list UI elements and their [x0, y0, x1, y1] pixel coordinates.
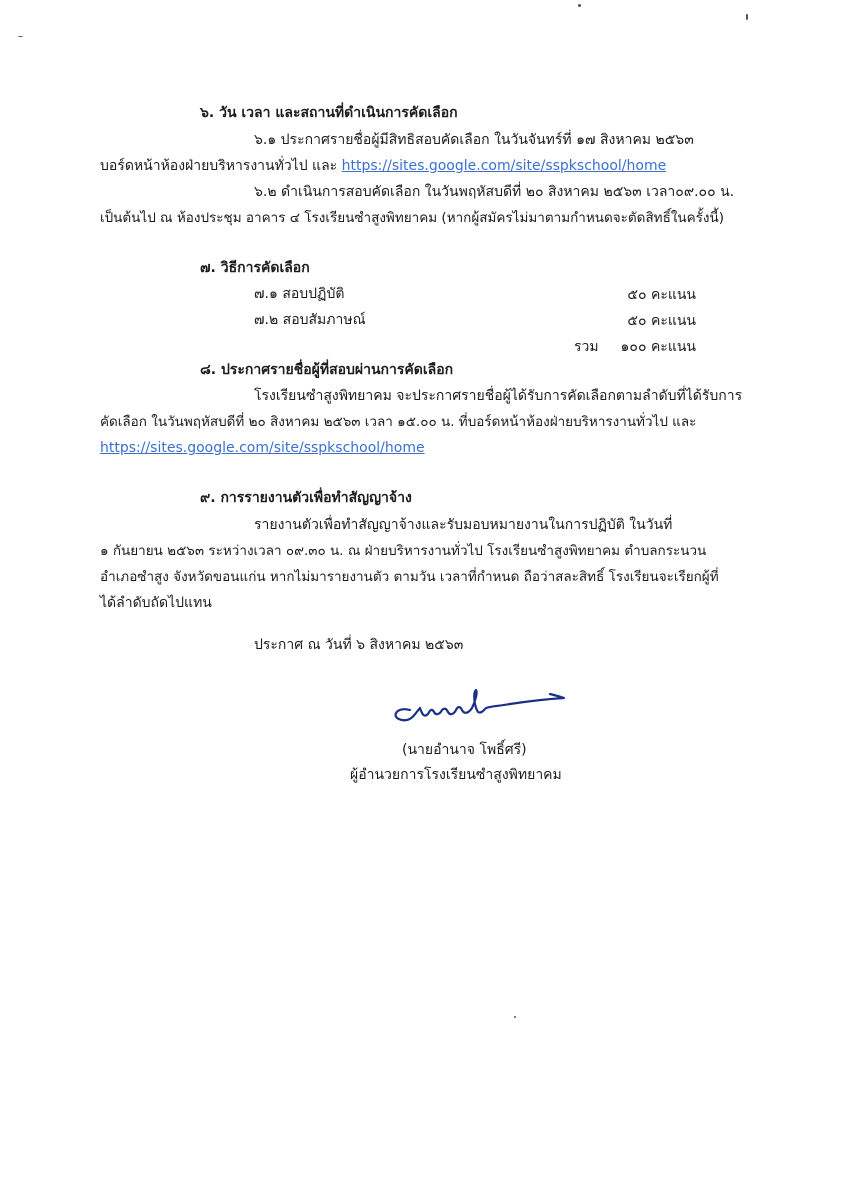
scan-speck — [18, 36, 23, 37]
method-item-score: ๕๐ คะแนน — [627, 313, 696, 329]
method-item-label: ๗.๒ สอบสัมภาษณ์ — [254, 312, 366, 328]
section-9-line1: รายงานตัวเพื่อทำสัญญาจ้างและรับมอบหมายงานในการปฏิบัติ ในวันที่ — [254, 517, 673, 533]
section-8-line2: คัดเลือก ในวันพฤหัสบดีที่ ๒๐ สิงหาคม ๒๕๖๓ เวลา ๑๕.๐๐ น. ที่บอร์ดหน้าห้องฝ่ายบริหารงานทั่วไป และ — [100, 414, 697, 430]
scan-speck — [578, 4, 581, 7]
announcement-date: ประกาศ ณ วันที่ ๖ สิงหาคม ๒๕๖๓ — [254, 637, 464, 653]
handwritten-signature — [388, 684, 578, 734]
section-9-line4: ได้ลำดับถัดไปแทน — [100, 595, 212, 611]
section-8-heading: ๘. ประกาศรายชื่อผู้ที่สอบผ่านการคัดเลือก — [200, 362, 454, 378]
section-6-heading: ๖. วัน เวลา และสถานที่ดำเนินการคัดเลือก — [200, 105, 458, 121]
total-label: รวม — [574, 339, 599, 355]
results-website-link[interactable]: https://sites.google.com/site/sspkschool/home — [100, 440, 425, 456]
section-9-line2: ๑ กันยายน ๒๕๖๓ ระหว่างเวลา ๐๙.๓๐ น. ณ ฝ่ายบริหารงานทั่วไป โรงเรียนซำสูงพิทยาคม ตำบลกระนวน — [100, 543, 707, 559]
section-6-2-line2: เป็นต้นไป ณ ห้องประชุม อาคาร ๔ โรงเรียนซำสูงพิทยาคม (หากผู้สมัครไม่มาตามกำหนดจะตัดสิทธิ์ในครั้งนี้) — [100, 210, 725, 226]
section-7-heading: ๗. วิธีการคัดเลือก — [200, 260, 310, 276]
scan-speck — [514, 1016, 516, 1018]
scan-speck — [746, 14, 748, 20]
section-6-2-line1: ๖.๒ ดำเนินการสอบคัดเลือก ในวันพฤหัสบดีที่ ๒๐ สิงหาคม ๒๕๖๓ เวลา๐๙.๐๐ น. — [254, 184, 735, 200]
section-8-line1: โรงเรียนซำสูงพิทยาคม จะประกาศรายชื่อผู้ได้รับการคัดเลือกตามลำดับที่ได้รับการ — [254, 388, 743, 404]
method-item-label: ๗.๑ สอบปฏิบัติ — [254, 286, 345, 302]
section-6-1-line1: ๖.๑ ประกาศรายชื่อผู้มีสิทธิสอบคัดเลือก ในวันจันทร์ที่ ๑๗ สิงหาคม ๒๕๖๓ — [254, 132, 694, 148]
school-website-link[interactable]: https://sites.google.com/site/sspkschool/home — [341, 158, 667, 174]
signatory-position: ผู้อำนวยการโรงเรียนซำสูงพิทยาคม — [350, 767, 562, 783]
section-9-heading: ๙. การรายงานตัวเพื่อทำสัญญาจ้าง — [200, 490, 412, 506]
section-9-line3: อำเภอซำสูง จังหวัดขอนแก่น หากไม่มารายงานตัว ตามวัน เวลาที่กำหนด ถือว่าสละสิทธิ์ โรงเรียนจะเรียกผู้ที่ — [100, 569, 719, 585]
method-item-score: ๕๐ คะแนน — [627, 287, 696, 303]
section-6-1-text: บอร์ดหน้าห้องฝ่ายบริหารงานทั่วไป และ — [100, 158, 338, 174]
section-6-1-line2 — [100, 156, 666, 176]
total-score: ๑๐๐ คะแนน — [620, 339, 696, 355]
signatory-name: (นายอำนาจ โพธิ์ศรี) — [402, 742, 527, 758]
